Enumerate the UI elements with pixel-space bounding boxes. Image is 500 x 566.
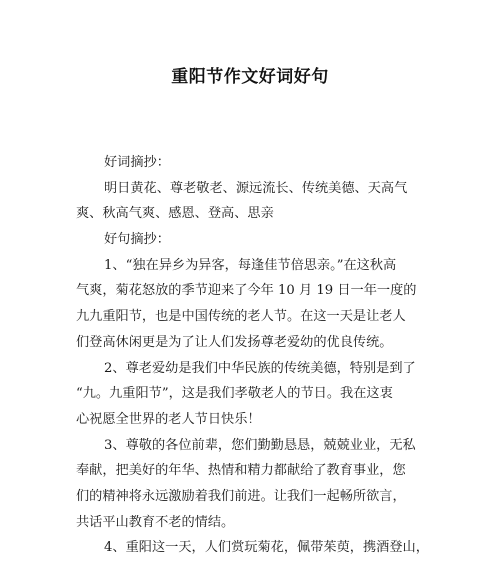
heading-good-words: 好词摘抄：	[104, 155, 170, 170]
heading-good-sentences: 好句摘抄：	[104, 232, 170, 248]
paragraph-line: 气爽，菊花怒放的季节迎来了今年 10 月 19 日一年一度的	[76, 283, 417, 299]
paragraph-line: 4、重阳这一天，人们赏玩菊花，佩带茱萸，携酒登山，	[104, 540, 429, 556]
paragraph-line: 爽、秋高气爽、感恩、登高、思亲	[76, 206, 274, 222]
paragraph-line: 们登高休闲更是为了让人们发扬尊老爱幼的优良传统。	[76, 334, 393, 350]
paragraph-line: 3、尊敬的各位前辈，您们勤勤恳恳，兢兢业业，无私	[104, 437, 416, 453]
paragraph-line: 明日黄花、尊老敬老、源远流长、传统美德、天高气	[104, 180, 408, 196]
paragraph-line: 奉献，把美好的年华、热情和精力都献给了教育事业，您	[76, 463, 406, 479]
paragraph-line: 九九重阳节，也是中国传统的老人节。在这一天是让老人	[76, 309, 406, 325]
paragraph-line: 1、“独在异乡为异客，每逢佳节倍思亲。”在这秋高	[104, 257, 397, 273]
paragraph-line: 2、尊老爱幼是我们中华民族的传统美德，特别是到了	[104, 360, 416, 376]
paragraph-line: “九。九重阳节”，这是我们孝敬老人的节日。我在这衷	[76, 386, 393, 402]
document-body	[76, 150, 434, 561]
paragraph-line: 心祝愿全世界的老人节日快乐！	[76, 411, 261, 427]
document-title: 重阳节作文好词好句	[171, 67, 329, 87]
paragraph-line: 们的精神将永远激励着我们前进。让我们一起畅所欲言，	[76, 488, 406, 504]
paragraph-line: 共话平山教育不老的情结。	[76, 514, 235, 530]
